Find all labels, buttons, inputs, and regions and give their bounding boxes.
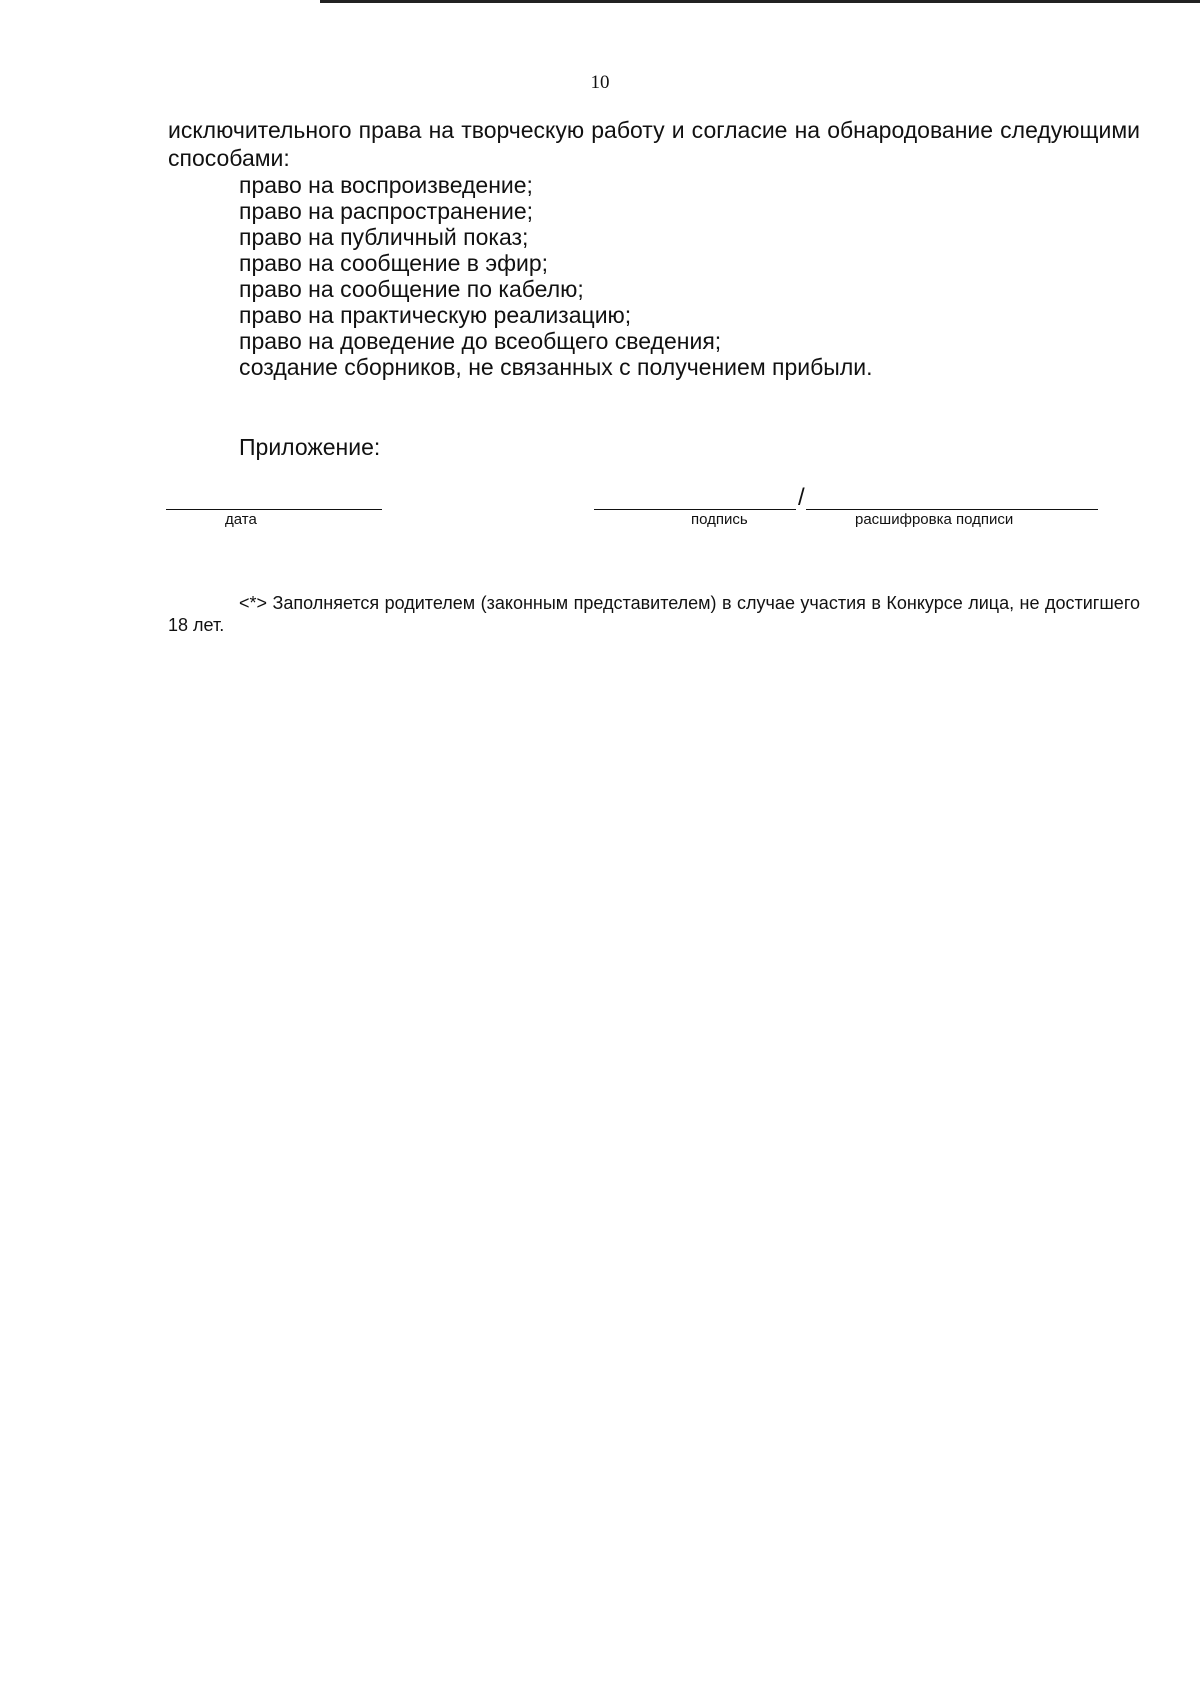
consent-body [168, 116, 1140, 380]
rights-list-item: право на публичный показ; [239, 224, 529, 250]
signature-caption: подпись [691, 511, 748, 528]
date-line [166, 509, 382, 510]
footnote-text: <*> Заполняется родителем (законным представителем) в случае участия в Конкурсе лица, не достигшего 18 лет. [168, 593, 1140, 635]
decoding-caption: расшифровка подписи [855, 511, 1014, 528]
rights-list-item: право на воспроизведение; [239, 172, 533, 198]
page-number: 10 [590, 72, 610, 93]
rights-list-item: право на распространение; [239, 198, 534, 224]
decoding-line [806, 509, 1098, 510]
rights-list-item: право на доведение до всеобщего сведения; [239, 328, 722, 354]
rights-list-item: право на практическую реализацию; [239, 302, 632, 328]
rights-list-item: создание сборников, не связанных с получением прибыли. [239, 354, 873, 380]
scan-edge-line [320, 0, 1200, 3]
footnote [168, 592, 1140, 636]
rights-list [168, 172, 1140, 380]
date-caption: дата [225, 511, 257, 528]
rights-list-item: право на сообщение по кабелю; [239, 276, 584, 302]
appendix-label: Приложение: [239, 434, 381, 460]
rights-list-item: право на сообщение в эфир; [239, 250, 549, 276]
intro-paragraph: исключительного права на творческую работу и согласие на обнародование следующими способами: [168, 117, 1140, 171]
signature-separator: / [798, 484, 805, 511]
signature-line [594, 509, 796, 510]
